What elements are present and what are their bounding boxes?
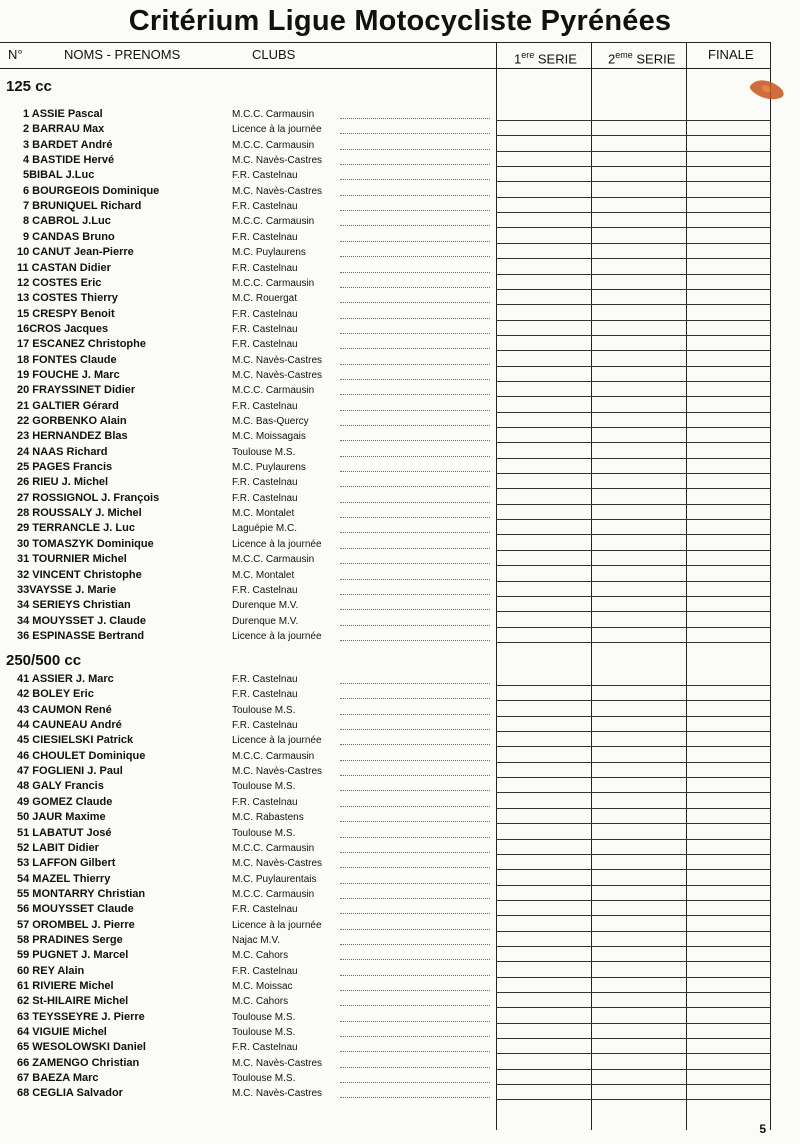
entry-name: 52 LABIT Didier <box>17 841 99 854</box>
result-grid-line <box>496 808 770 809</box>
entry-club: Toulouse M.S. <box>232 781 296 793</box>
result-grid-line <box>496 685 770 686</box>
entry-club: Toulouse M.S. <box>232 446 296 458</box>
entry-club: F.R. Castelnau <box>232 1042 298 1054</box>
entry-name: 10 CANUT Jean-Pierre <box>17 246 134 259</box>
dotted-leader <box>340 775 490 776</box>
dotted-leader <box>340 425 490 426</box>
entry-name: 62 St-HILAIRE Michel <box>17 995 129 1008</box>
result-grid-line <box>496 181 770 182</box>
entry-club: F.R. Castelnau <box>232 584 298 596</box>
entry-name: 31 TOURNIER Michel <box>17 553 127 566</box>
entry-name: 41 ASSIER J. Marc <box>17 673 114 685</box>
dotted-leader <box>340 594 490 595</box>
result-grid-line <box>496 1099 770 1100</box>
dotted-leader <box>340 563 490 564</box>
entry-name: 6 BOURGEOIS Dominique <box>23 184 160 197</box>
entry-club: Durenque M.V. <box>232 615 299 627</box>
entry-name: 9 CANDAS Bruno <box>23 230 115 243</box>
header-clubs: CLUBS <box>252 47 296 62</box>
entry-name: 34 MOUYSSET J. Claude <box>17 614 146 627</box>
entry-name: 45 CIESIELSKI Patrick <box>17 734 134 747</box>
entry-club: M.C. Navès-Castres <box>232 1057 323 1069</box>
result-grid-line <box>496 243 770 244</box>
result-grid-line <box>496 320 770 321</box>
entry-club: M.C. Rouergat <box>232 293 298 305</box>
entry-name: 16CROS Jacques <box>17 322 109 335</box>
entry-name: 49 GOMEZ Claude <box>17 795 113 808</box>
entry-name: 21 GALTIER Gérard <box>17 399 119 412</box>
stain-mark <box>748 76 788 102</box>
entry-name: 55 MONTARRY Christian <box>17 887 146 900</box>
dotted-leader <box>340 990 490 991</box>
result-grid-line <box>496 350 770 351</box>
dotted-leader <box>340 318 490 319</box>
dotted-leader <box>340 683 490 684</box>
column-rule-serie-1 <box>496 42 497 1130</box>
result-grid-line <box>496 427 770 428</box>
entry-club: Toulouse M.S. <box>232 1073 296 1085</box>
entry-club: M.C.C. Carmausin <box>232 139 315 151</box>
dotted-leader <box>340 348 490 349</box>
dotted-leader <box>340 272 490 273</box>
entry-club: M.C. Navès-Castres <box>232 155 323 167</box>
entry-club: M.C. Navès-Castres <box>232 858 323 870</box>
result-grid-line <box>496 581 770 582</box>
result-grid-line <box>496 839 770 840</box>
header-bottom-rule <box>0 68 770 69</box>
entry-name: 12 COSTES Eric <box>17 276 102 289</box>
entry-name: 26 RIEU J. Michel <box>17 476 109 489</box>
entry-club: M.C. Navès-Castres <box>232 369 323 381</box>
entry-club: Toulouse M.S. <box>232 704 296 716</box>
entry-club: Licence à la journée <box>232 735 322 747</box>
entry-name: 23 HERNANDEZ Blas <box>17 430 128 443</box>
dotted-leader <box>340 379 490 380</box>
dotted-leader <box>340 1036 490 1037</box>
dotted-leader <box>340 698 490 699</box>
entry-club: F.R. Castelnau <box>232 231 298 243</box>
dotted-leader <box>340 364 490 365</box>
entry-club: Toulouse M.S. <box>232 1011 296 1023</box>
dotted-leader <box>340 625 490 626</box>
entry-name: 1 ASSIE Pascal <box>23 108 103 120</box>
entry-name: 46 CHOULET Dominique <box>17 749 146 762</box>
result-grid-line <box>496 596 770 597</box>
entry-name: 11 CASTAN Didier <box>17 261 111 274</box>
dotted-leader <box>340 944 490 945</box>
dotted-leader <box>340 210 490 211</box>
result-grid-line <box>496 289 770 290</box>
entry-club: M.C. Cahors <box>232 950 289 962</box>
result-grid-line <box>496 642 770 643</box>
dotted-leader <box>340 287 490 288</box>
entry-club: M.C.C. Carmausin <box>232 750 315 762</box>
entry-name: 2 BARRAU Max <box>23 123 105 136</box>
result-grid-line <box>496 900 770 901</box>
entry-club: M.C. Puylaurens <box>232 462 306 474</box>
result-grid-line <box>496 869 770 870</box>
entry-club: F.R. Castelnau <box>232 689 298 701</box>
result-grid-line <box>496 762 770 763</box>
result-grid-line <box>496 823 770 824</box>
result-grid-line <box>496 992 770 993</box>
dotted-leader <box>340 790 490 791</box>
result-grid-line <box>496 885 770 886</box>
entry-name: 30 TOMASZYK Dominique <box>17 537 154 550</box>
dotted-leader <box>340 133 490 134</box>
page-number: 5 <box>759 1122 766 1136</box>
dotted-leader <box>340 744 490 745</box>
entry-club: Durenque M.V. <box>232 600 299 612</box>
result-grid-line <box>496 946 770 947</box>
column-rule-right <box>770 42 771 1130</box>
dotted-leader <box>340 302 490 303</box>
dotted-leader <box>340 852 490 853</box>
result-grid-line <box>496 488 770 489</box>
entry-name: 19 FOUCHE J. Marc <box>17 368 120 381</box>
entry-club: F.R. Castelnau <box>232 201 298 213</box>
entry-club: M.C.C. Carmausin <box>232 842 315 854</box>
header-names: NOMS - PRENOMS <box>64 47 181 62</box>
header-number: N° <box>8 47 23 62</box>
dotted-leader <box>340 486 490 487</box>
result-grid-line <box>496 504 770 505</box>
result-grid-line <box>496 1023 770 1024</box>
entry-name: 8 CABROL J.Luc <box>23 215 111 228</box>
entry-club: F.R. Castelnau <box>232 308 298 320</box>
result-grid-line <box>496 166 770 167</box>
entry-name: 13 COSTES Thierry <box>17 292 118 305</box>
entry-name: 22 GORBENKO Alain <box>17 415 127 427</box>
entry-club: Licence à la journée <box>232 538 322 550</box>
dotted-leader <box>340 1005 490 1006</box>
result-grid-line <box>496 366 770 367</box>
result-grid-line <box>496 854 770 855</box>
entry-club: F.R. Castelnau <box>232 965 298 977</box>
entry-club: F.R. Castelnau <box>232 262 298 274</box>
dotted-leader <box>340 760 490 761</box>
dotted-leader <box>340 867 490 868</box>
dotted-leader <box>340 410 490 411</box>
entry-name: 56 MOUYSSET Claude <box>17 903 134 916</box>
result-grid-line <box>496 627 770 628</box>
entry-name: 36 ESPINASSE Bertrand <box>17 629 145 642</box>
entry-name: 33VAYSSE J. Marie <box>17 583 117 596</box>
entry-club: M.C. Rabastens <box>232 812 304 824</box>
header-serie-2: 2eme SERIE <box>608 50 676 67</box>
result-grid-line <box>496 746 770 747</box>
dotted-leader <box>340 929 490 930</box>
result-grid-line <box>496 1069 770 1070</box>
entry-club: M.C. Puylaurentais <box>232 873 317 885</box>
entry-name: 60 REY Alain <box>17 964 85 977</box>
entry-name: 57 OROMBEL J. Pierre <box>17 918 135 931</box>
column-rule-finale <box>686 42 687 1130</box>
entry-name: 34 SERIEYS Christian <box>17 599 131 612</box>
dotted-leader <box>340 118 490 119</box>
result-grid-line <box>496 227 770 228</box>
dotted-leader <box>340 579 490 580</box>
dotted-leader <box>340 609 490 610</box>
header-top-rule <box>0 42 770 43</box>
dotted-leader <box>340 1021 490 1022</box>
entry-club: Toulouse M.S. <box>232 1027 296 1039</box>
entry-name: 53 LAFFON Gilbert <box>17 857 116 870</box>
dotted-leader <box>340 714 490 715</box>
dotted-leader <box>340 195 490 196</box>
entry-name: 58 PRADINES Serge <box>17 933 123 946</box>
entry-club: M.C. Navès-Castres <box>232 185 323 197</box>
entry-name: 5BIBAL J.Luc <box>23 169 95 182</box>
result-grid-line <box>496 1053 770 1054</box>
entry-club: F.R. Castelnau <box>232 400 298 412</box>
result-grid-line <box>496 1038 770 1039</box>
dotted-leader <box>340 179 490 180</box>
dotted-leader <box>340 256 490 257</box>
entry-club: M.C. Moissagais <box>232 431 306 443</box>
result-grid-line <box>496 258 770 259</box>
entry-club: Licence à la journée <box>232 124 322 136</box>
result-grid-line <box>496 197 770 198</box>
dotted-leader <box>340 883 490 884</box>
result-grid-line <box>496 458 770 459</box>
entry-club: M.C. Navès-Castres <box>232 354 323 366</box>
entry-club: M.C. Puylaurens <box>232 247 306 259</box>
dotted-leader <box>340 806 490 807</box>
result-grid-line <box>496 120 770 121</box>
result-grid-line <box>496 700 770 701</box>
result-grid-line <box>496 151 770 152</box>
entry-club: F.R. Castelnau <box>232 477 298 489</box>
result-grid-line <box>496 534 770 535</box>
entry-club: Licence à la journée <box>232 630 322 642</box>
entry-name: 44 CAUNEAU André <box>17 719 122 732</box>
header-finale: FINALE <box>708 47 754 62</box>
entry-name: 54 MAZEL Thierry <box>17 872 111 885</box>
result-grid-line <box>496 396 770 397</box>
dotted-leader <box>340 1097 490 1098</box>
entry-club: Licence à la journée <box>232 919 322 931</box>
column-rule-serie-2 <box>591 42 592 1130</box>
result-grid-line <box>496 519 770 520</box>
entry-name: 48 GALY Francis <box>17 780 104 793</box>
entry-name: 61 RIVIERE Michel <box>17 980 114 992</box>
table-header <box>0 42 770 68</box>
dotted-leader <box>340 502 490 503</box>
entry-club: Laguépie M.C. <box>232 523 298 535</box>
entry-club: M.C. Montalet <box>232 569 295 581</box>
entry-name: 24 NAAS Richard <box>17 445 108 458</box>
dotted-leader <box>340 959 490 960</box>
entry-club: M.C. Montalet <box>232 508 295 520</box>
dotted-leader <box>340 1082 490 1083</box>
result-grid-line <box>496 961 770 962</box>
entry-name: 18 FONTES Claude <box>17 353 117 366</box>
result-grid-line <box>496 335 770 336</box>
entry-club: F.R. Castelnau <box>232 323 298 335</box>
result-grid-line <box>496 412 770 413</box>
dotted-leader <box>340 975 490 976</box>
entry-name: 7 BRUNIQUEL Richard <box>23 200 142 213</box>
entry-club: Najac M.V. <box>232 934 280 946</box>
result-grid-line <box>496 550 770 551</box>
entry-name: 59 PUGNET J. Marcel <box>17 949 129 962</box>
entry-club: M.C. Navès-Castres <box>232 766 323 778</box>
entry-name: 15 CRESPY Benoit <box>17 307 115 320</box>
result-grid-line <box>496 1084 770 1085</box>
entry-club: M.C. Moissac <box>232 981 293 992</box>
dotted-leader <box>340 1067 490 1068</box>
dotted-leader <box>340 394 490 395</box>
result-grid-line <box>496 565 770 566</box>
entry-club: M.C.C. Carmausin <box>232 888 315 900</box>
result-grid-line <box>496 473 770 474</box>
entry-name: 66 ZAMENGO Christian <box>17 1056 140 1069</box>
entry-club: M.C.C. Carmausin <box>232 216 315 228</box>
result-grid-line <box>496 135 770 136</box>
entry-name: 17 ESCANEZ Christophe <box>17 338 146 351</box>
entry-name: 32 VINCENT Christophe <box>17 568 142 581</box>
entry-club: M.C. Navès-Castres <box>232 1088 323 1100</box>
entry-name: 67 BAEZA Marc <box>17 1072 99 1085</box>
entry-name: 51 LABATUT José <box>17 826 112 839</box>
entry-name: 27 ROSSIGNOL J. François <box>17 491 160 504</box>
entry-name: 4 BASTIDE Hervé <box>23 154 115 167</box>
result-grid-line <box>496 1007 770 1008</box>
dotted-leader <box>340 640 490 641</box>
dotted-leader <box>340 837 490 838</box>
entry-name: 3 BARDET André <box>23 138 113 151</box>
entry-club: F.R. Castelnau <box>232 339 298 351</box>
entry-club: Toulouse M.S. <box>232 827 296 839</box>
dotted-leader <box>340 913 490 914</box>
entry-club: F.R. Castelnau <box>232 674 298 685</box>
dotted-leader <box>340 517 490 518</box>
result-grid-line <box>496 442 770 443</box>
entry-club: F.R. Castelnau <box>232 904 298 916</box>
entry-club: M.C.C. Carmausin <box>232 385 315 397</box>
dotted-leader <box>340 149 490 150</box>
entry-name: 25 PAGES Francis <box>17 461 113 474</box>
entry-name: 64 VIGUIE Michel <box>17 1026 107 1039</box>
entry-name: 65 WESOLOWSKI Daniel <box>17 1041 146 1054</box>
entry-club: M.C. Bas-Quercy <box>232 416 309 427</box>
result-grid-line <box>496 931 770 932</box>
result-grid-line <box>496 716 770 717</box>
entry-club: M.C. Cahors <box>232 996 289 1008</box>
entry-name: 29 TERRANCLE J. Luc <box>17 522 135 535</box>
dotted-leader <box>340 898 490 899</box>
entry-name: 28 ROUSSALY J. Michel <box>17 507 142 520</box>
entry-name: 63 TEYSSEYRE J. Pierre <box>17 1010 145 1023</box>
result-grid-line <box>496 731 770 732</box>
dotted-leader <box>340 471 490 472</box>
result-grid-line <box>496 977 770 978</box>
dotted-leader <box>340 821 490 822</box>
result-grid-line <box>496 304 770 305</box>
entry-name: 68 CEGLIA Salvador <box>17 1087 123 1100</box>
entry-club: M.C.C. Carmausin <box>232 277 315 289</box>
result-grid-line <box>496 212 770 213</box>
dotted-leader <box>340 440 490 441</box>
entry-club: F.R. Castelnau <box>232 492 298 504</box>
dotted-leader <box>340 548 490 549</box>
page-title: Critérium Ligue Motocycliste Pyrénées <box>128 5 672 37</box>
entry-name: 42 BOLEY Eric <box>17 688 94 701</box>
result-grid-line <box>496 274 770 275</box>
result-grid-line <box>496 777 770 778</box>
dotted-leader <box>340 164 490 165</box>
entry-name: 50 JAUR Maxime <box>17 811 106 824</box>
dotted-leader <box>340 456 490 457</box>
entry-club: F.R. Castelnau <box>232 170 298 182</box>
entry-name: 43 CAUMON René <box>17 703 112 716</box>
result-grid-line <box>496 915 770 916</box>
header-serie-1: 1ere SERIE <box>514 50 577 67</box>
dotted-leader <box>340 532 490 533</box>
dotted-leader <box>340 333 490 334</box>
dotted-leader <box>340 729 490 730</box>
result-grid-line <box>496 381 770 382</box>
entry-club: F.R. Castelnau <box>232 720 298 732</box>
dotted-leader <box>340 241 490 242</box>
dotted-leader <box>340 1051 490 1052</box>
section-title: 250/500 cc <box>6 652 82 669</box>
dotted-leader <box>340 225 490 226</box>
entry-club: F.R. Castelnau <box>232 796 298 808</box>
result-grid-line <box>496 792 770 793</box>
result-grid-line <box>496 611 770 612</box>
entry-club: M.C.C. Carmausin <box>232 554 315 566</box>
entry-name: 47 FOGLIENI J. Paul <box>17 765 123 778</box>
entry-club: M.C.C. Carmausin <box>232 109 315 120</box>
section-title: 125 cc <box>6 78 52 95</box>
entry-name: 20 FRAYSSINET Didier <box>17 384 136 397</box>
